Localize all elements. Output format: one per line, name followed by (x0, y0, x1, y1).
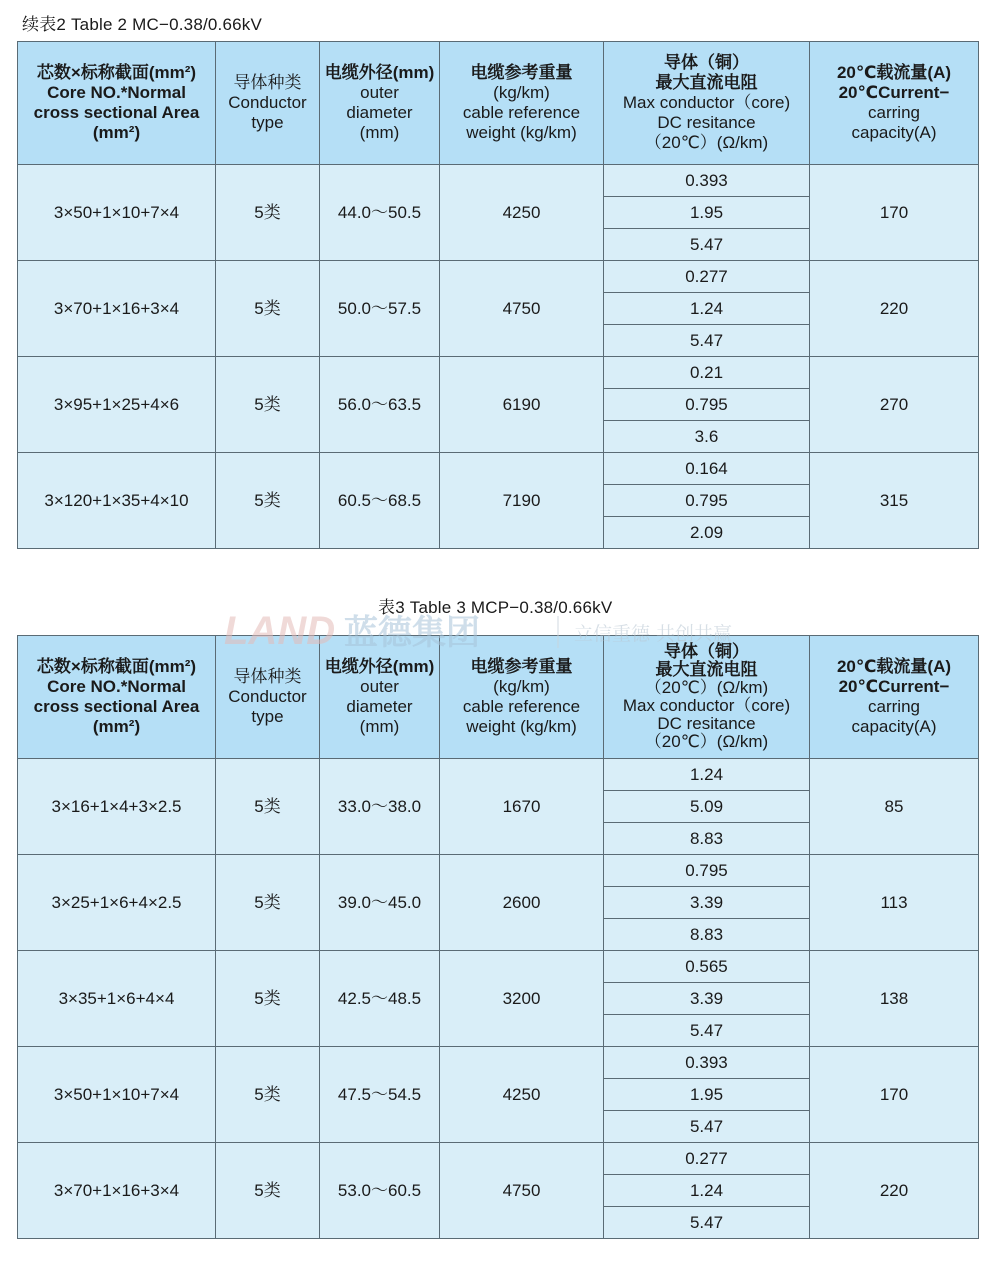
header-line: 导体种类 (233, 667, 302, 686)
cell-weight: 6190 (440, 357, 604, 453)
table2-header-row (18, 42, 979, 165)
header-line: Conductor (228, 93, 307, 112)
table-row (18, 855, 979, 887)
cell-diameter: 44.0～50.5 (320, 165, 440, 261)
header-line: diameter (346, 697, 413, 716)
header-line: 20℃Current− (838, 83, 950, 102)
cell-resistance: 0.795 (604, 389, 810, 421)
cell-resistance: 0.277 (604, 1143, 810, 1175)
cell-current: 170 (810, 165, 979, 261)
cell-resistance: 8.83 (604, 919, 810, 951)
cell-type: 5类 (216, 759, 320, 855)
table3-caption: 表3 Table 3 MCP−0.38/0.66kV (378, 598, 613, 617)
header-line: 电缆参考重量 (470, 657, 573, 676)
cell-weight: 7190 (440, 453, 604, 549)
cell-resistance: 1.24 (604, 293, 810, 325)
cell-resistance: 5.47 (604, 229, 810, 261)
cell-weight: 2600 (440, 855, 604, 951)
cell-resistance: 5.47 (604, 1111, 810, 1143)
header-line: (mm) (359, 717, 400, 736)
cell-current: 220 (810, 261, 979, 357)
cell-diameter: 33.0～38.0 (320, 759, 440, 855)
cell-weight: 4750 (440, 1143, 604, 1239)
cell-diameter: 56.0～63.5 (320, 357, 440, 453)
cell-resistance: 0.795 (604, 485, 810, 517)
cell-resistance: 5.09 (604, 791, 810, 823)
cell-resistance: 0.795 (604, 855, 810, 887)
watermark-brand: LAND (224, 609, 336, 653)
header-line: （20℃）(Ω/km) (644, 133, 769, 152)
header-line: 20℃Current− (838, 677, 950, 696)
cell-diameter: 42.5～48.5 (320, 951, 440, 1047)
header-line: cable reference (462, 103, 581, 122)
header-line: Core NO.*Normal (47, 83, 186, 102)
cell-resistance: 1.95 (604, 1079, 810, 1111)
cell-resistance: 1.95 (604, 197, 810, 229)
cell-diameter: 47.5～54.5 (320, 1047, 440, 1143)
cell-resistance: 1.24 (604, 1175, 810, 1207)
header-weight (440, 42, 604, 165)
cell-resistance: 2.09 (604, 517, 810, 549)
header-resistance (604, 636, 810, 759)
cell-spec: 3×25+1×6+4×2.5 (18, 855, 216, 951)
header-line: capacity(A) (851, 123, 937, 142)
cell-weight: 4250 (440, 165, 604, 261)
header-current (810, 42, 979, 165)
header-line: (mm²) (92, 123, 141, 142)
header-line: （20℃）(Ω/km) (644, 732, 769, 751)
table2 (17, 41, 979, 549)
header-conductor-type (216, 42, 320, 165)
cell-spec: 3×16+1×4+3×2.5 (18, 759, 216, 855)
cell-weight: 4250 (440, 1047, 604, 1143)
header-line: Conductor (228, 687, 307, 706)
table3-header-row (18, 636, 979, 759)
cell-resistance: 0.393 (604, 1047, 810, 1079)
header-weight (440, 636, 604, 759)
table-row (18, 261, 979, 293)
header-line: 电缆外径(mm) (324, 657, 435, 676)
cell-resistance: 5.47 (604, 1207, 810, 1239)
header-diameter (320, 42, 440, 165)
header-line: (mm²) (92, 717, 141, 736)
header-line: DC resitance (657, 714, 756, 733)
header-conductor-type (216, 636, 320, 759)
cell-resistance: 3.6 (604, 421, 810, 453)
cell-resistance: 1.24 (604, 759, 810, 791)
cell-type: 5类 (216, 261, 320, 357)
cell-resistance: 3.39 (604, 983, 810, 1015)
header-line: (kg/km) (493, 677, 550, 696)
cell-weight: 1670 (440, 759, 604, 855)
cell-resistance: 5.47 (604, 325, 810, 357)
header-line: (kg/km) (493, 83, 550, 102)
watermark-name: 蓝德集团 (344, 613, 480, 653)
cell-resistance: 0.164 (604, 453, 810, 485)
cell-spec: 3×50+1×10+7×4 (18, 1047, 216, 1143)
header-line: (mm) (359, 123, 400, 142)
header-line: （20℃）(Ω/km) (644, 678, 769, 697)
header-line: cross sectional Area (33, 103, 200, 122)
table-row (18, 165, 979, 197)
table-row (18, 951, 979, 983)
cell-type: 5类 (216, 165, 320, 261)
header-line: 最大直流电阻 (655, 660, 758, 679)
header-line: 芯数×标称截面(mm²) (36, 657, 197, 676)
header-line: capacity(A) (851, 717, 937, 736)
table-row (18, 1143, 979, 1175)
cell-diameter: 53.0～60.5 (320, 1143, 440, 1239)
header-line: cable reference (462, 697, 581, 716)
cell-diameter: 60.5～68.5 (320, 453, 440, 549)
cell-weight: 3200 (440, 951, 604, 1047)
cell-current: 270 (810, 357, 979, 453)
cell-type: 5类 (216, 855, 320, 951)
header-line: outer (360, 83, 399, 102)
header-line: 最大直流电阻 (655, 73, 758, 92)
watermark-slogan: 立信重德 共创共赢 (574, 623, 733, 645)
header-line: 芯数×标称截面(mm²) (36, 63, 197, 82)
header-line: 20℃载流量(A) (836, 657, 952, 676)
cell-resistance: 8.83 (604, 823, 810, 855)
table-row (18, 759, 979, 791)
header-line: outer (360, 677, 399, 696)
cell-current: 138 (810, 951, 979, 1047)
cell-resistance: 0.393 (604, 165, 810, 197)
header-line: DC resitance (657, 113, 756, 132)
header-line: 20℃载流量(A) (836, 63, 952, 82)
cell-resistance: 0.21 (604, 357, 810, 389)
header-line: type (251, 113, 284, 132)
header-line: cross sectional Area (33, 697, 200, 716)
cell-type: 5类 (216, 1047, 320, 1143)
header-line: carring (868, 103, 920, 122)
cell-diameter: 50.0～57.5 (320, 261, 440, 357)
cell-type: 5类 (216, 453, 320, 549)
cell-spec: 3×70+1×16+3×4 (18, 261, 216, 357)
cell-current: 85 (810, 759, 979, 855)
cell-spec: 3×35+1×6+4×4 (18, 951, 216, 1047)
header-line: Max conductor（core) (622, 696, 791, 715)
header-line: Max conductor（core) (622, 93, 791, 112)
header-line: carring (868, 697, 920, 716)
cell-type: 5类 (216, 951, 320, 1047)
header-line: 导体（铜） (664, 642, 749, 661)
cell-type: 5类 (216, 1143, 320, 1239)
header-current (810, 636, 979, 759)
cell-spec: 3×70+1×16+3×4 (18, 1143, 216, 1239)
cell-weight: 4750 (440, 261, 604, 357)
header-line: 电缆参考重量 (470, 63, 573, 82)
cell-current: 170 (810, 1047, 979, 1143)
cell-current: 113 (810, 855, 979, 951)
cell-spec: 3×50+1×10+7×4 (18, 165, 216, 261)
header-spec (18, 42, 216, 165)
cell-resistance: 5.47 (604, 1015, 810, 1047)
header-diameter (320, 636, 440, 759)
cell-resistance: 3.39 (604, 887, 810, 919)
cell-current: 315 (810, 453, 979, 549)
table2-caption: 续表2 Table 2 MC−0.38/0.66kV (22, 15, 263, 34)
table3 (17, 635, 979, 1239)
table-row (18, 1047, 979, 1079)
cell-spec: 3×120+1×35+4×10 (18, 453, 216, 549)
header-line: 电缆外径(mm) (324, 63, 435, 82)
header-line: 导体种类 (233, 73, 302, 92)
table-row (18, 453, 979, 485)
header-line: weight (kg/km) (466, 123, 577, 142)
header-line: 导体（铜） (664, 53, 749, 72)
header-line: type (251, 707, 284, 726)
header-line: diameter (346, 103, 413, 122)
header-line: weight (kg/km) (466, 717, 577, 736)
cell-spec: 3×95+1×25+4×6 (18, 357, 216, 453)
cell-resistance: 0.565 (604, 951, 810, 983)
header-resistance (604, 42, 810, 165)
header-spec (18, 636, 216, 759)
table-row (18, 357, 979, 389)
cell-current: 220 (810, 1143, 979, 1239)
header-line: Core NO.*Normal (47, 677, 186, 696)
cell-diameter: 39.0～45.0 (320, 855, 440, 951)
cell-resistance: 0.277 (604, 261, 810, 293)
cell-type: 5类 (216, 357, 320, 453)
